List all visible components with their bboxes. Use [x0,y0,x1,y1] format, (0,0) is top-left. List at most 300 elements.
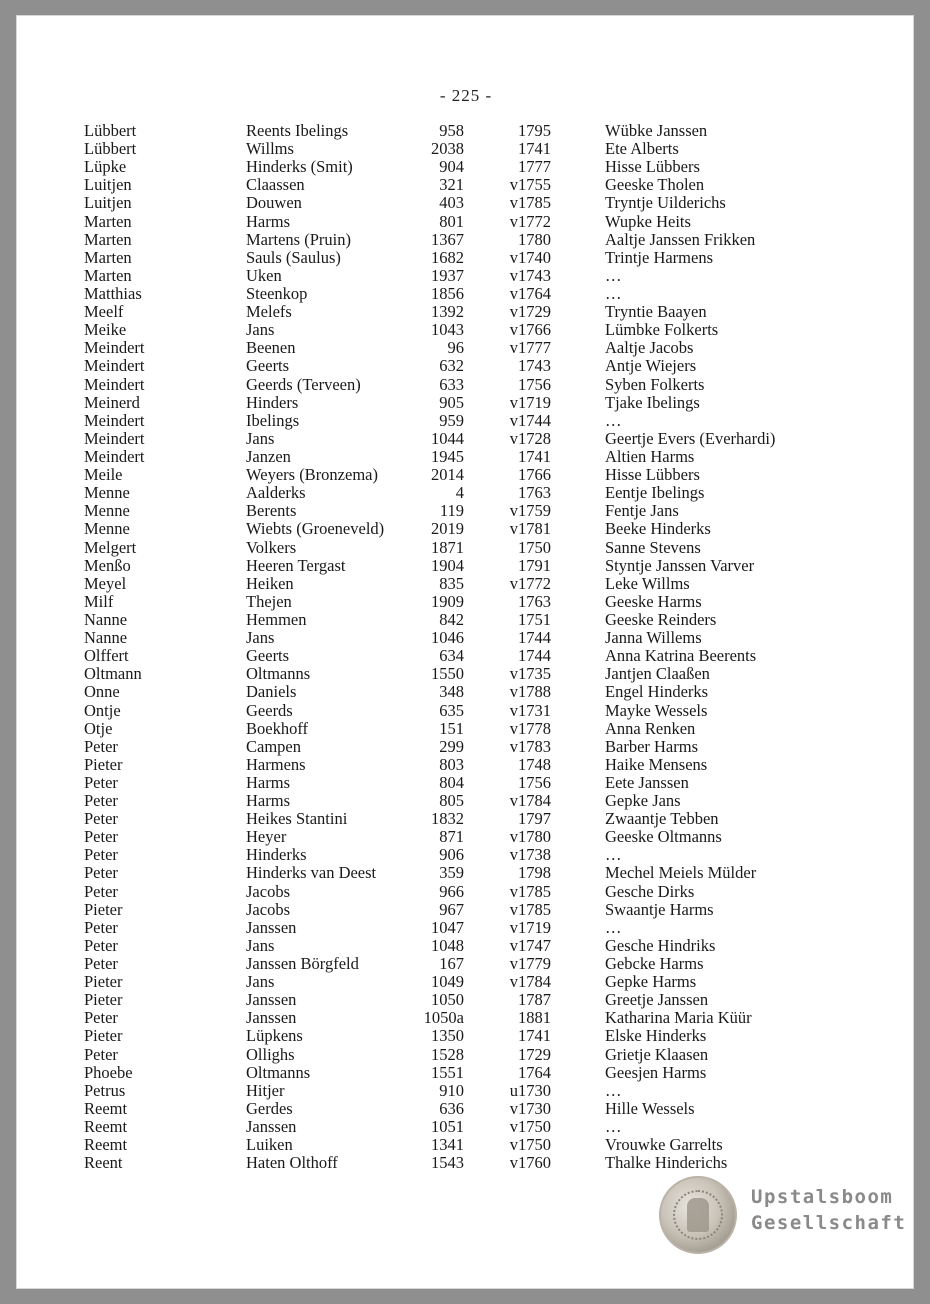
spouse-name: … [605,845,622,865]
last-name: Geerds (Terveen) [246,374,361,394]
table-row [17,448,915,466]
last-name: Janssen [246,917,297,937]
table-row [17,394,915,412]
entry-number: 1350 [431,1026,464,1046]
first-name: Reemt [84,1135,128,1155]
entry-number: 2019 [431,519,464,539]
table-row [17,702,915,720]
last-name: Aalderks [246,483,306,503]
entry-number: 1937 [431,265,464,285]
table-row [17,1100,915,1118]
table-row [17,991,915,1009]
entry-number: 804 [439,772,464,792]
year: 1787 [518,990,551,1010]
spouse-name: Aaltje Jacobs [605,338,694,358]
spouse-name: Geertje Evers (Everhardi) [605,428,776,448]
table-row [17,720,915,738]
spouse-name: Katharina Maria Küür [605,1008,752,1028]
last-name: Ollighs [246,1044,295,1064]
spouse-name: Wupke Heits [605,211,691,231]
first-name: Peter [84,791,118,811]
year: v1740 [509,247,551,267]
first-name: Menne [84,483,130,503]
entry-number: 299 [439,736,464,756]
last-name: Sauls (Saulus) [246,247,341,267]
table-row [17,502,915,520]
spouse-name: Fentje Jans [605,501,679,521]
spouse-name: Swaantje Harms [605,899,714,919]
entry-number: 966 [439,881,464,901]
first-name: Meindert [84,446,145,466]
publisher-logo [659,1174,909,1258]
first-name: Reemt [84,1117,128,1137]
entry-number: 910 [439,1080,464,1100]
last-name: Uken [246,265,282,285]
first-name: Pieter [84,754,123,774]
year: v1719 [509,392,551,412]
first-name: Menne [84,519,130,539]
entry-number: 1551 [431,1062,464,1082]
last-name: Berents [246,501,297,521]
spouse-name: Janna Willems [605,628,702,648]
year: v1780 [509,827,551,847]
spouse-name: Syben Folkerts [605,374,705,394]
spouse-name: Gepke Harms [605,972,697,992]
last-name: Jacobs [246,881,290,901]
table-row [17,1064,915,1082]
entry-number: 151 [439,718,464,738]
entry-number: 1543 [431,1153,464,1173]
table-row [17,376,915,394]
year: 1741 [518,1026,551,1046]
first-name: Pieter [84,1026,123,1046]
entry-number: 1043 [431,320,464,340]
table-row [17,249,915,267]
entry-number: 1528 [431,1044,464,1064]
year: v1730 [509,1098,551,1118]
entry-number: 348 [439,682,464,702]
table-row [17,213,915,231]
year: v1781 [509,519,551,539]
last-name: Geerts [246,646,290,666]
entry-number: 842 [439,609,464,629]
spouse-name: Tjake Ibelings [605,392,700,412]
spouse-name: Wübke Janssen [605,121,708,140]
entry-number: 803 [439,754,464,774]
last-name: Jacobs [246,899,290,919]
first-name: Meindert [84,428,145,448]
last-name: Jans [246,935,275,955]
entry-number: 1341 [431,1135,464,1155]
entry-number: 1550 [431,664,464,684]
first-name: Oltmann [84,664,142,684]
first-name: Peter [84,1008,118,1028]
last-name: Boekhoff [246,718,309,738]
first-name: Lübbert [84,121,137,140]
last-name: Beenen [246,338,296,358]
spouse-name: Altien Harms [605,446,695,466]
first-name: Peter [84,827,118,847]
spouse-name: Antje Wiejers [605,356,697,376]
entry-number: 1945 [431,446,464,466]
table-row [17,557,915,575]
spouse-name: Anna Katrina Beerents [605,646,757,666]
logo-text-line2: Gesellschaft [751,1212,907,1234]
first-name: Petrus [84,1080,126,1100]
spouse-name: … [605,410,622,430]
table-row [17,864,915,882]
last-name: Hinderks (Smit) [246,157,353,177]
first-name: Melgert [84,537,137,557]
table-row [17,1027,915,1045]
spouse-name: Gesche Hindriks [605,935,716,955]
year: v1731 [509,700,551,720]
first-name: Nanne [84,628,128,648]
entry-number: 1050 [431,990,464,1010]
first-name: Marten [84,247,132,267]
year: 1766 [518,465,551,485]
year: v1728 [509,428,551,448]
last-name: Janzen [246,446,291,466]
last-name: Melefs [246,302,292,322]
year: v1747 [509,935,551,955]
last-name: Hinders [246,392,299,412]
first-name: Reemt [84,1098,128,1118]
spouse-name: Eete Janssen [605,772,689,792]
spouse-name: Ete Alberts [605,139,679,159]
table-row [17,738,915,756]
table-row [17,901,915,919]
spouse-name: Eentje Ibelings [605,483,705,503]
table-row [17,665,915,683]
year: 1881 [518,1008,551,1028]
year: v1777 [509,338,551,358]
last-name: Haten Olthoff [246,1153,338,1173]
page-number: - 225 - [439,86,493,105]
first-name: Pieter [84,990,123,1010]
table-row [17,484,915,502]
last-name: Janssen Börgfeld [246,954,359,974]
first-name: Luitjen [84,193,132,213]
last-name: Douwen [246,193,302,213]
spouse-name: Hisse Lübbers [605,465,700,485]
entry-number: 635 [439,700,464,720]
seal-icon [659,1176,737,1254]
entry-number: 119 [439,501,464,521]
entry-number: 1856 [431,283,464,303]
last-name: Willms [246,139,294,159]
last-name: Hemmen [246,609,307,629]
entry-number: 403 [439,193,464,213]
table-row [17,883,915,901]
spouse-name: Gesche Dirks [605,881,695,901]
year: 1751 [518,609,551,629]
year: v1779 [509,954,551,974]
entry-number: 801 [439,211,464,231]
table-row [17,176,915,194]
table-row [17,683,915,701]
year: v1788 [509,682,551,702]
last-name: Claassen [246,175,305,195]
last-name: Hinderks [246,845,307,865]
table-row [17,1009,915,1027]
table-row [17,466,915,484]
entry-number: 4 [455,483,464,503]
year: v1783 [509,736,551,756]
table-row [17,575,915,593]
year: 1741 [518,139,551,159]
first-name: Luitjen [84,175,132,195]
first-name: Marten [84,265,132,285]
first-name: Pieter [84,899,123,919]
table-row [17,828,915,846]
table-row [17,629,915,647]
year: 1797 [518,809,551,829]
entry-number: 632 [439,356,464,376]
year: v1743 [509,265,551,285]
first-name: Peter [84,1044,118,1064]
year: 1756 [518,772,551,792]
first-name: Phoebe [84,1062,133,1082]
year: v1784 [509,791,551,811]
last-name: Lüpkens [246,1026,303,1046]
last-name: Hitjer [246,1080,285,1100]
year: 1744 [518,628,551,648]
last-name: Jans [246,428,275,448]
spouse-name: Mechel Meiels Mülder [605,863,757,883]
entry-number: 1832 [431,809,464,829]
entry-number: 835 [439,573,464,593]
year: 1795 [518,121,551,140]
first-name: Ontje [84,700,121,720]
last-name: Oltmanns [246,664,311,684]
entry-number: 359 [439,863,464,883]
spouse-name: Anna Renken [605,718,696,738]
last-name: Steenkop [246,283,308,303]
year: v1772 [509,573,551,593]
year: v1744 [509,410,551,430]
last-name: Ibelings [246,410,300,430]
first-name: Marten [84,229,132,249]
spouse-name: Mayke Wessels [605,700,708,720]
first-name: Meindert [84,356,145,376]
last-name: Heyer [246,827,287,847]
spouse-name: Geeske Harms [605,591,702,611]
last-name: Harms [246,791,290,811]
table-row [17,194,915,212]
entry-number: 1682 [431,247,464,267]
table-row [17,140,915,158]
year: v1766 [509,320,551,340]
table-row [17,937,915,955]
spouse-name: Thalke Hinderichs [605,1153,728,1173]
entry-number: 1047 [431,917,464,937]
spouse-name: Engel Hinderks [605,682,709,702]
spouse-name: Tryntje Uilderichs [605,193,726,213]
entry-number: 633 [439,374,464,394]
last-name: Thejen [246,591,292,611]
entry-number: 2014 [431,465,464,485]
entry-number: 967 [439,899,464,919]
table-row [17,321,915,339]
last-name: Volkers [246,537,297,557]
table-row [17,520,915,538]
table-row [17,810,915,828]
document-page [16,15,914,1289]
spouse-name: Aaltje Janssen Frikken [605,229,756,249]
year: 1763 [518,483,551,503]
first-name: Meike [84,320,127,340]
year: v1785 [509,881,551,901]
last-name: Janssen [246,990,297,1010]
year: 1744 [518,646,551,666]
table-row [17,756,915,774]
last-name: Harmens [246,754,306,774]
last-name: Luiken [246,1135,293,1155]
first-name: Meindert [84,374,145,394]
first-name: Peter [84,863,118,883]
entry-number: 1044 [431,428,464,448]
last-name: Harms [246,772,290,792]
first-name: Marten [84,211,132,231]
spouse-name: Geesjen Harms [605,1062,707,1082]
first-name: Otje [84,718,113,738]
first-name: Meinerd [84,392,140,412]
year: 1750 [518,537,551,557]
year: v1772 [509,211,551,231]
table-row [17,412,915,430]
entry-number: 871 [439,827,464,847]
spouse-name: Elske Hinderks [605,1026,707,1046]
table-row [17,430,915,448]
last-name: Jans [246,972,275,992]
last-name: Hinderks van Deest [246,863,377,883]
spouse-name: Geeske Tholen [605,175,705,195]
spouse-name: Greetje Janssen [605,990,709,1010]
spouse-name: Geeske Reinders [605,609,717,629]
first-name: Menne [84,501,130,521]
entry-number: 1871 [431,537,464,557]
spouse-name: Trintje Harmens [605,247,714,267]
first-name: Lübbert [84,139,137,159]
spouse-name: Barber Harms [605,736,699,756]
register-table [17,122,915,1172]
last-name: Janssen [246,1117,297,1137]
table-row [17,339,915,357]
entry-number: 1904 [431,555,464,575]
table-row [17,846,915,864]
table-row [17,955,915,973]
year: v1738 [509,845,551,865]
year: v1785 [509,899,551,919]
entry-number: 959 [439,410,464,430]
year: 1798 [518,863,551,883]
year: v1750 [509,1117,551,1137]
last-name: Reents Ibelings [246,121,349,140]
year: 1763 [518,591,551,611]
last-name: Jans [246,628,275,648]
spouse-name: Geeske Oltmanns [605,827,722,847]
table-row [17,1118,915,1136]
entry-number: 1392 [431,302,464,322]
year: v1760 [509,1153,551,1173]
first-name: Meindert [84,338,145,358]
entry-number: 1909 [431,591,464,611]
first-name: Nanne [84,609,128,629]
entry-number: 1051 [431,1117,464,1137]
spouse-name: … [605,1080,622,1100]
year: 1780 [518,229,551,249]
year: u1730 [509,1080,551,1100]
entry-number: 1367 [431,229,464,249]
spouse-name: Leke Willms [605,573,690,593]
entry-number: 1049 [431,972,464,992]
table-row [17,267,915,285]
last-name: Geerds [246,700,293,720]
entry-number: 634 [439,646,464,666]
first-name: Onne [84,682,120,702]
table-row [17,611,915,629]
last-name: Janssen [246,1008,297,1028]
first-name: Peter [84,954,118,974]
entry-number: 906 [439,845,464,865]
year: 1748 [518,754,551,774]
table-row [17,231,915,249]
year: 1743 [518,356,551,376]
year: v1785 [509,193,551,213]
table-row [17,1082,915,1100]
last-name: Heikes Stantini [246,809,348,829]
table-row [17,1154,915,1172]
table-row [17,539,915,557]
last-name: Daniels [246,682,297,702]
logo-text-line1: Upstalsboom [751,1186,894,1208]
spouse-name: Jantjen Claaßen [605,664,710,684]
first-name: Peter [84,935,118,955]
last-name: Gerdes [246,1098,293,1118]
table-row [17,122,915,140]
spouse-name: Lümbke Folkerts [605,320,719,340]
year: v1735 [509,664,551,684]
last-name: Harms [246,211,290,231]
first-name: Pieter [84,972,123,992]
entry-number: 1050a [423,1008,464,1028]
table-row [17,973,915,991]
first-name: Menßo [84,555,131,575]
year: 1791 [518,555,551,575]
last-name: Heeren Tergast [246,555,346,575]
spouse-name: … [605,1117,622,1137]
spouse-name: Vrouwke Garrelts [605,1135,723,1155]
first-name: Peter [84,845,118,865]
entry-number: 958 [439,121,464,140]
table-row [17,647,915,665]
last-name: Jans [246,320,275,340]
year: 1764 [518,1062,551,1082]
first-name: Peter [84,809,118,829]
spouse-name: Grietje Klaasen [605,1044,709,1064]
entry-number: 904 [439,157,464,177]
year: v1764 [509,283,551,303]
table-row [17,593,915,611]
spouse-name: … [605,265,622,285]
year: 1741 [518,446,551,466]
year: v1755 [509,175,551,195]
first-name: Peter [84,736,118,756]
last-name: Martens (Pruin) [246,229,351,249]
spouse-name: Hille Wessels [605,1098,695,1118]
entry-number: 1048 [431,935,464,955]
